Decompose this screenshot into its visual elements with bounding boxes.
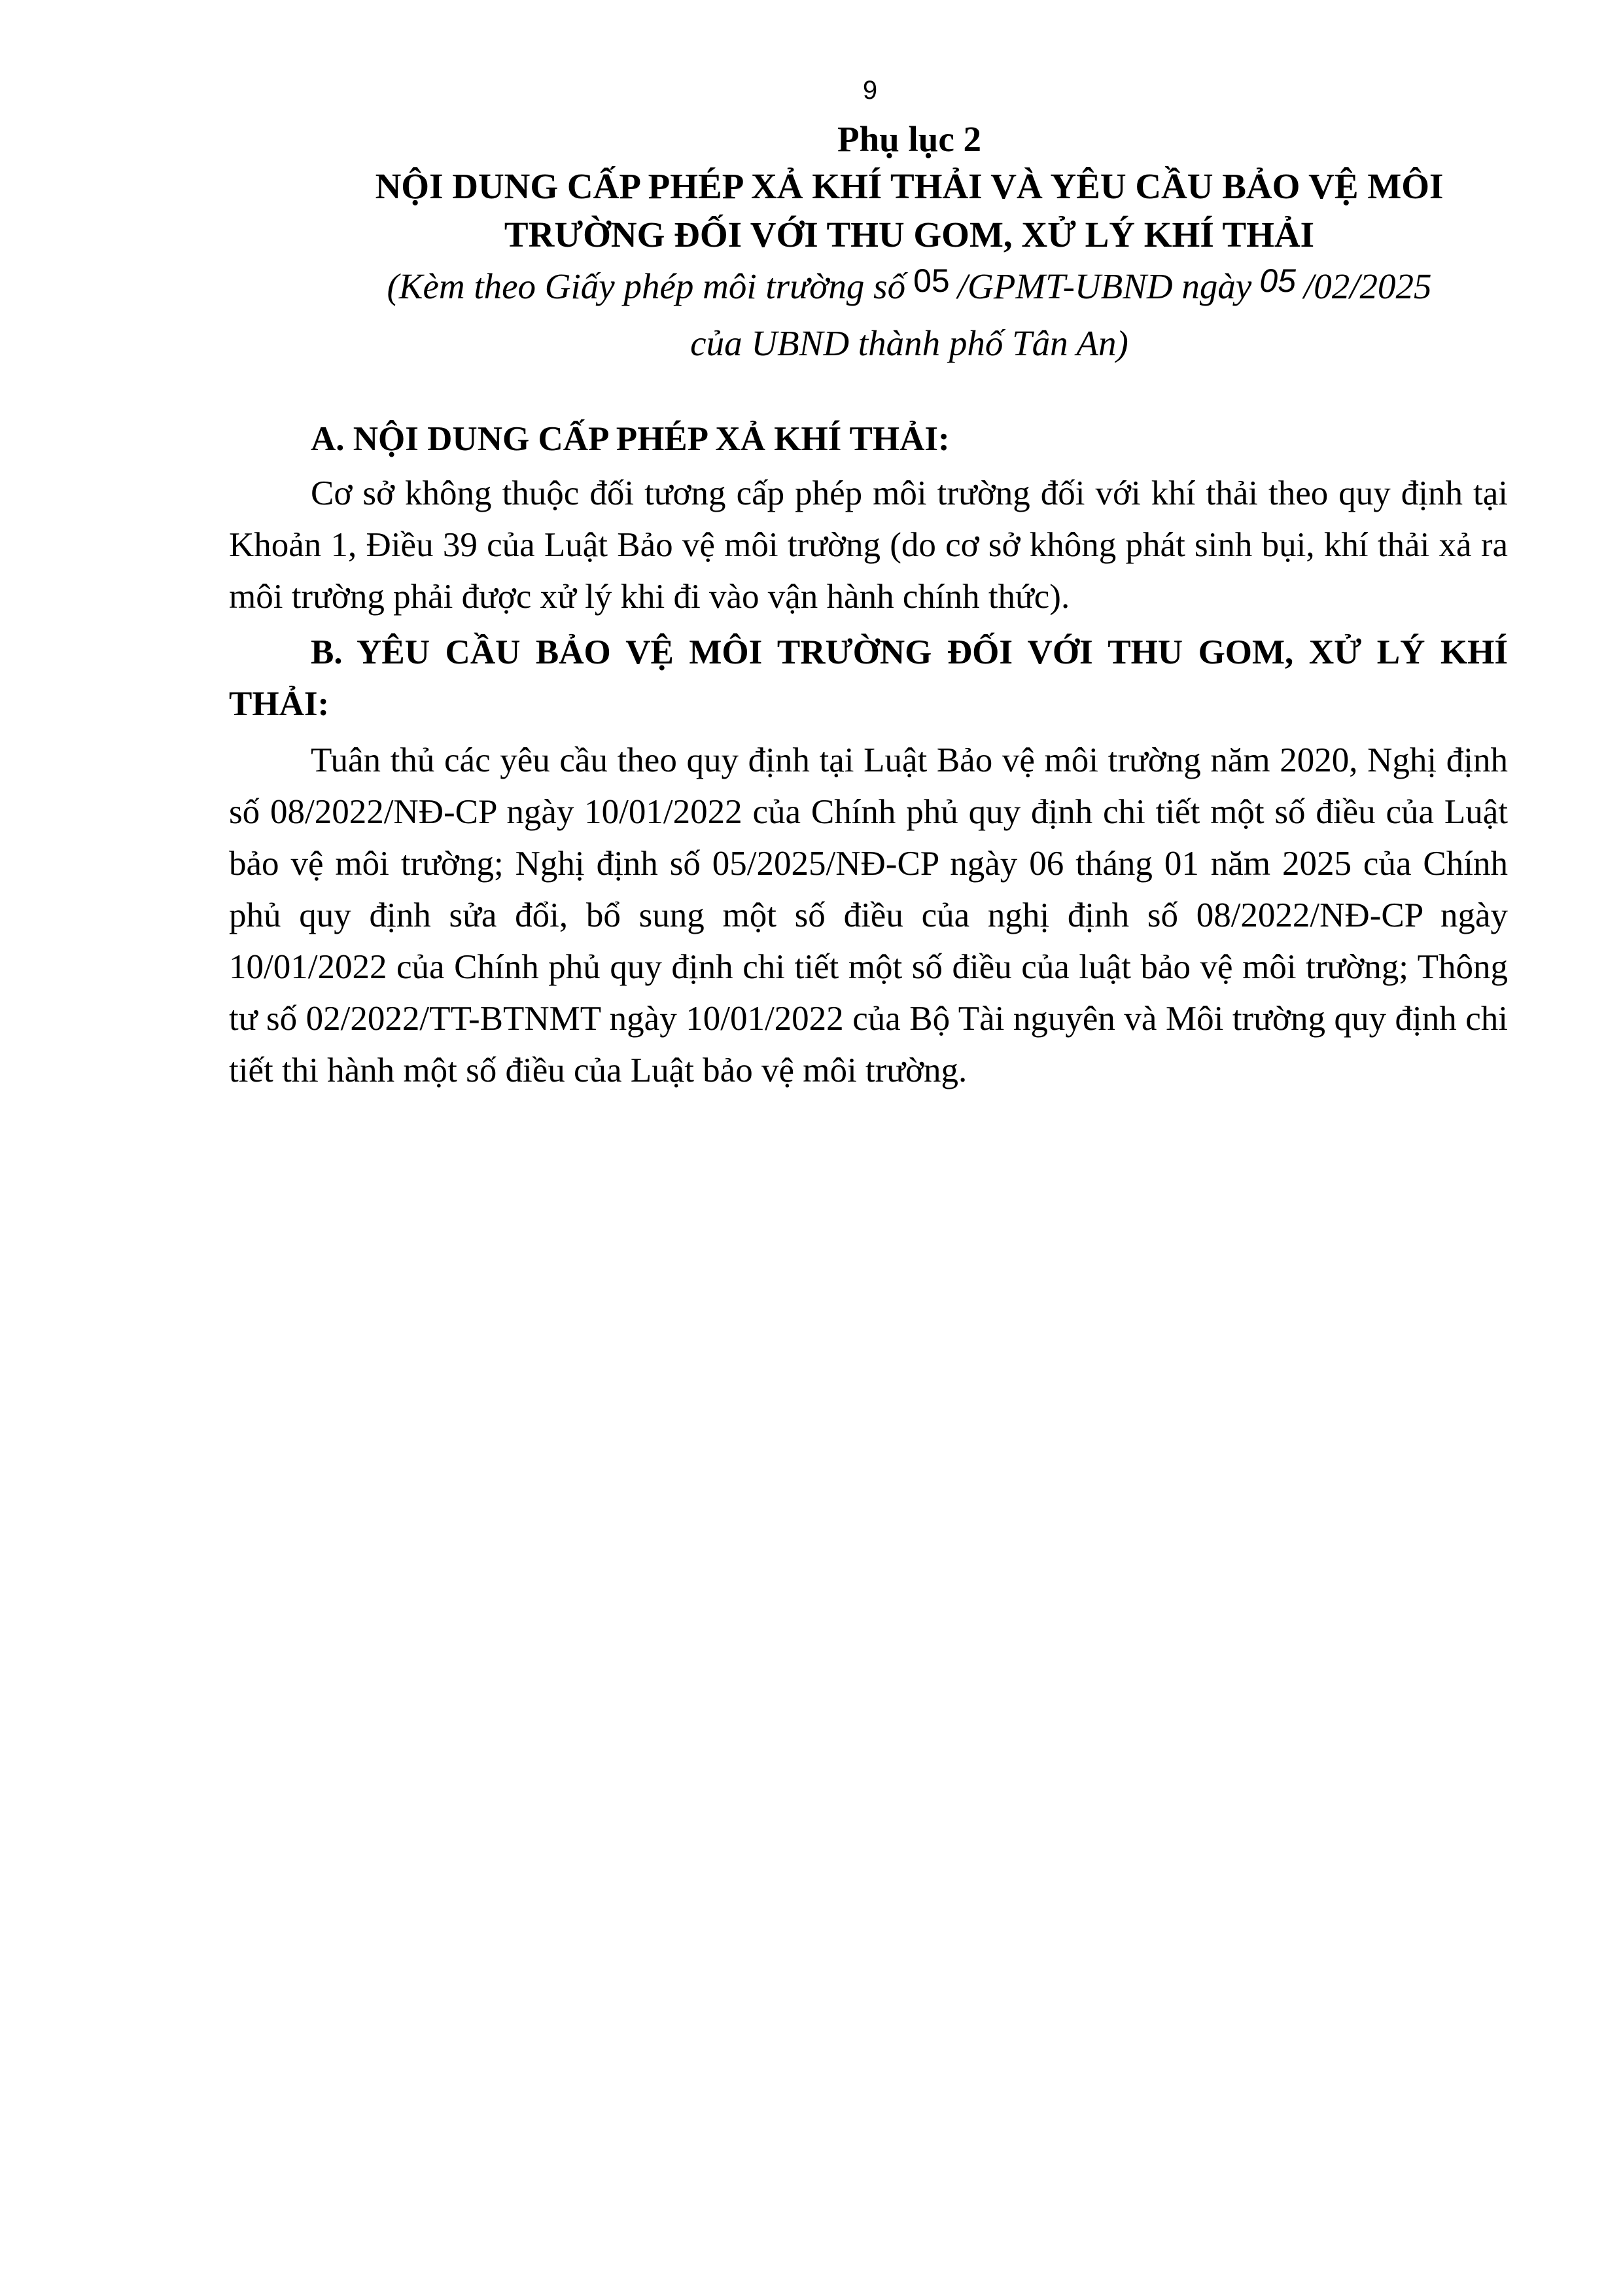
section-b-body: Tuân thủ các yêu cầu theo quy định tại Luật Bảo vệ môi trường năm 2020, Nghị định số 08/2022/NĐ-CP ngày 10/01/2022 của Chính phủ quy định chi tiết một số điều của Luật bảo vệ môi trường; Nghị định số 05/2025/NĐ-CP ngày 06 tháng 01 năm 2025 của Chính phủ quy định sửa đổi, bổ sung một số điều của nghị định số 08/2022/NĐ-CP ngày 10/01/2022 của Chính phủ quy định chi tiết một số điều của luật bảo vệ môi trường; Thông tư số 02/2022/TT-BTNMT ngày 10/01/2022 của Bộ Tài nguyên và Môi trường quy định chi tiết thi hành một số điều của Luật bảo vệ môi trường. — [229, 741, 1508, 1089]
subtitle-suffix: /02/2025 — [1303, 266, 1432, 306]
permit-day: 05 — [1259, 262, 1296, 299]
page-number: 9 — [862, 76, 878, 105]
document-title-line-1: NỘI DUNG CẤP PHÉP XẢ KHÍ THẢI VÀ YÊU CẦU BẢO VỆ MÔI — [375, 166, 1444, 206]
document-title-line-2: TRƯỜNG ĐỐI VỚI THU GOM, XỬ LÝ KHÍ THẢI — [504, 215, 1315, 255]
subtitle-prefix: (Kèm theo Giấy phép môi trường số — [387, 266, 906, 306]
subtitle-middle: /GPMT-UBND ngày — [957, 266, 1252, 306]
section-a-body: Cơ sở không thuộc đối tương cấp phép môi trường đối với khí thải theo quy định tại Khoản 1, Điều 39 của Luật Bảo vệ môi trường (do cơ sở không phát sinh bụi, khí thải xả ra môi trường phải được xử lý khi đi vào vận hành chính thức). — [229, 474, 1508, 616]
section-a-heading: A. NỘI DUNG CẤP PHÉP XẢ KHÍ THẢI: — [311, 420, 950, 458]
section-b-heading: B. YÊU CẦU BẢO VỆ MÔI TRƯỜNG ĐỐI VỚI THU GOM, XỬ LÝ KHÍ THẢI: — [229, 633, 1508, 723]
subtitle-reference-line — [196, 262, 1622, 308]
subtitle-issuer-line: của UBND thành phố Tân An) — [690, 323, 1128, 363]
appendix-label: Phụ lục 2 — [837, 119, 982, 159]
permit-number: 05 — [913, 262, 950, 299]
